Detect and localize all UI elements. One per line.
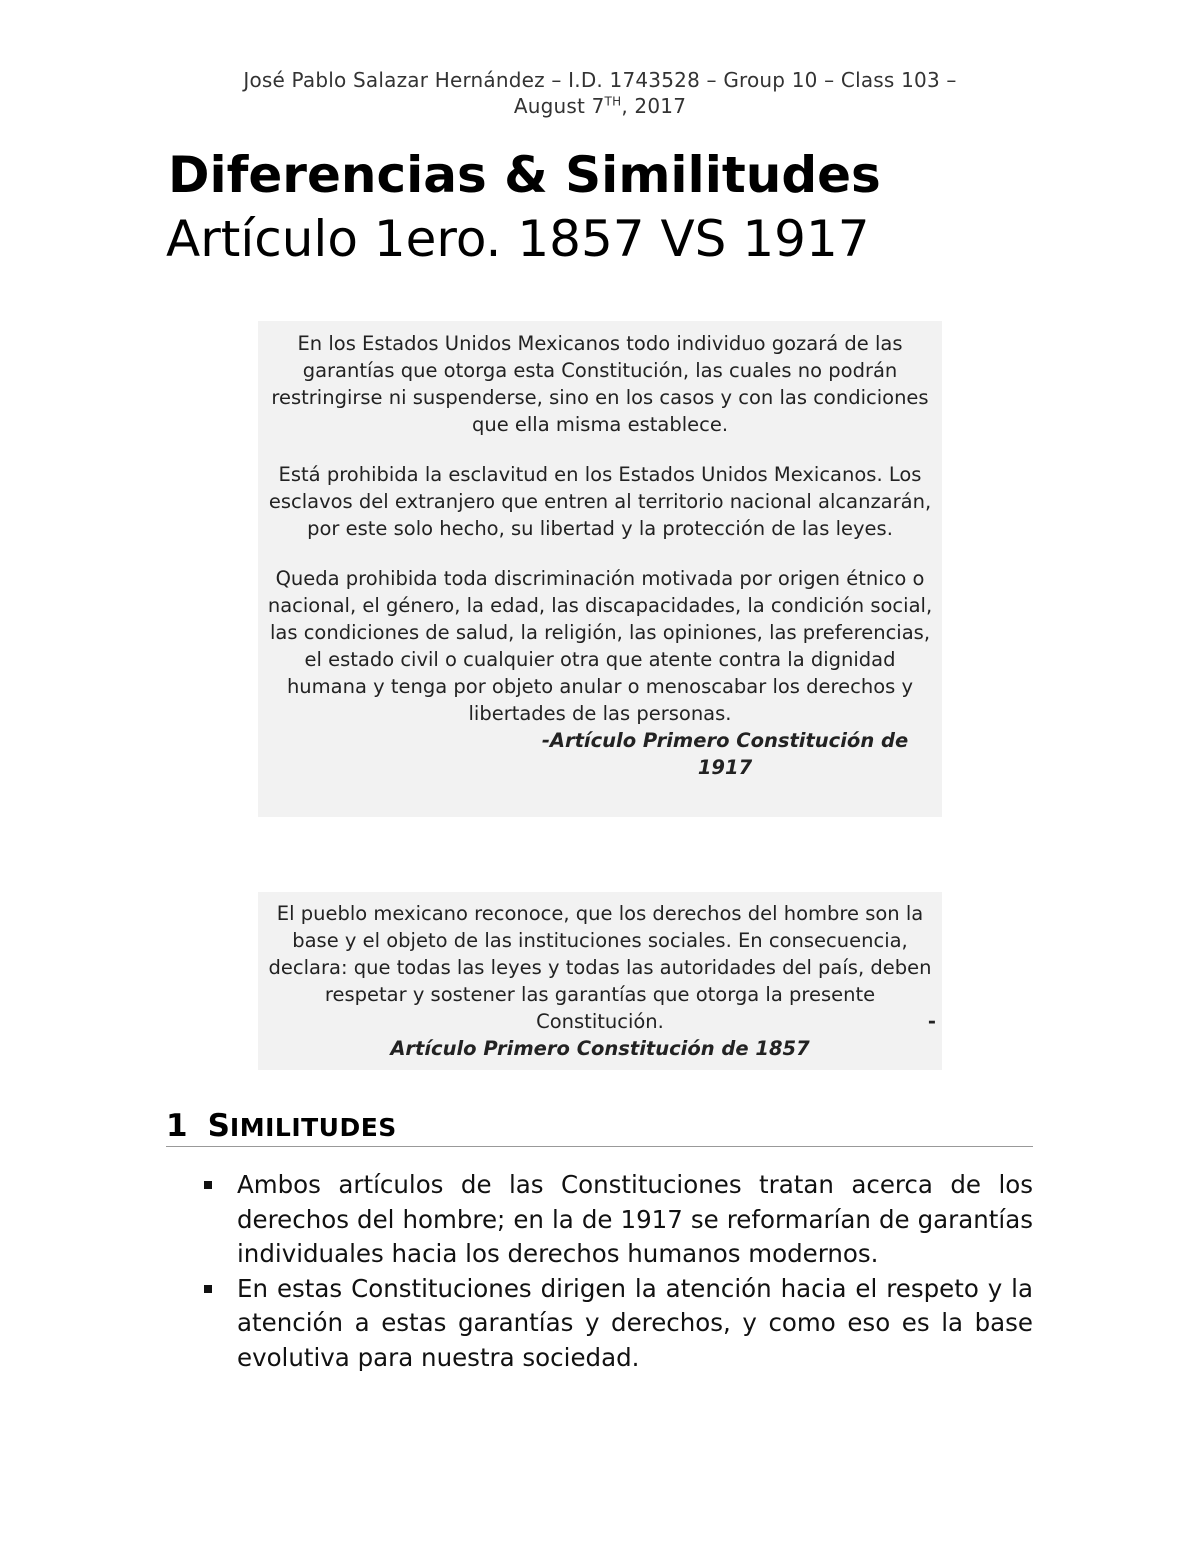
quote-1857-citation-row [262, 1010, 938, 1062]
section-heading-similitudes [166, 1108, 1033, 1147]
quote-box-1917 [258, 321, 942, 817]
page-title: Diferencias & Similitudes [168, 146, 881, 204]
quote-1857-citation-dash: - [927, 1010, 936, 1033]
date-suffix: , 2017 [621, 94, 687, 118]
date-superscript: TH [604, 94, 622, 109]
section-title-initial: S [207, 1108, 230, 1144]
similitudes-list [200, 1168, 1033, 1375]
section-title-rest: IMILITUDES [229, 1113, 397, 1142]
quote-1857-citation: Artículo Primero Constitución de 1857 [390, 1037, 810, 1060]
list-item [200, 1272, 1033, 1376]
author-info: José Pablo Salazar Hernández – I.D. 1743528 – Group 10 – Class 103 – [243, 68, 957, 92]
quote-1917-citation: -Artículo Primero Constitución de 1917 [541, 729, 909, 779]
quote-1917-paragraph-3: Queda prohibida toda discriminación motivada por origen étnico o nacional, el género, la edad, las discapacidades, la condición social, las condiciones de salud, la religión, las opiniones, las preferencias, el estado civil o cualquier otra que atente contra la dignidad humana y tenga por objeto anular o menoscabar los derechos y libertades de las personas. [267, 567, 933, 725]
quote-1917-paragraph-2: Está prohibida la esclavitud en los Estados Unidos Mexicanos. Los esclavos del extranjero que entren al territorio nacional alcanzarán, por este solo hecho, su libertad y la protección de las leyes. [268, 463, 932, 540]
list-item [200, 1168, 1033, 1272]
square-bullet-icon [204, 1181, 212, 1189]
list-item-text: En estas Constituciones dirigen la atención hacia el respeto y la atención a estas garantías y derechos, y como eso es la base evolutiva para nuestra sociedad. [237, 1273, 1033, 1372]
square-bullet-icon [204, 1285, 212, 1293]
quote-box-1857 [258, 892, 942, 1070]
list-item-text: Ambos artículos de las Constituciones tratan acerca de los derechos del hombre; en la de 1917 se reformarían de garantías individuales hacia los derechos humanos modernos. [237, 1170, 1033, 1268]
quote-1857-paragraph: El pueblo mexicano reconoce, que los derechos del hombre son la base y el objeto de las instituciones sociales. En consecuencia, declara: que todas las leyes y todas las autoridades del país, deben respetar y sostener las garantías que otorga la presente Constitución. [268, 902, 932, 1033]
header-author-line [0, 68, 1200, 92]
section-number: 1 [166, 1108, 188, 1144]
date-prefix: August 7 [513, 94, 605, 118]
quote-1917-paragraph-1: En los Estados Unidos Mexicanos todo individuo gozará de las garantías que otorga esta Constitución, las cuales no podrán restringirse ni suspenderse, sino en los casos y con las condiciones que ella misma establece. [271, 332, 929, 436]
page-subtitle: Artículo 1ero. 1857 VS 1917 [166, 210, 870, 268]
header-date-line [0, 94, 1200, 118]
